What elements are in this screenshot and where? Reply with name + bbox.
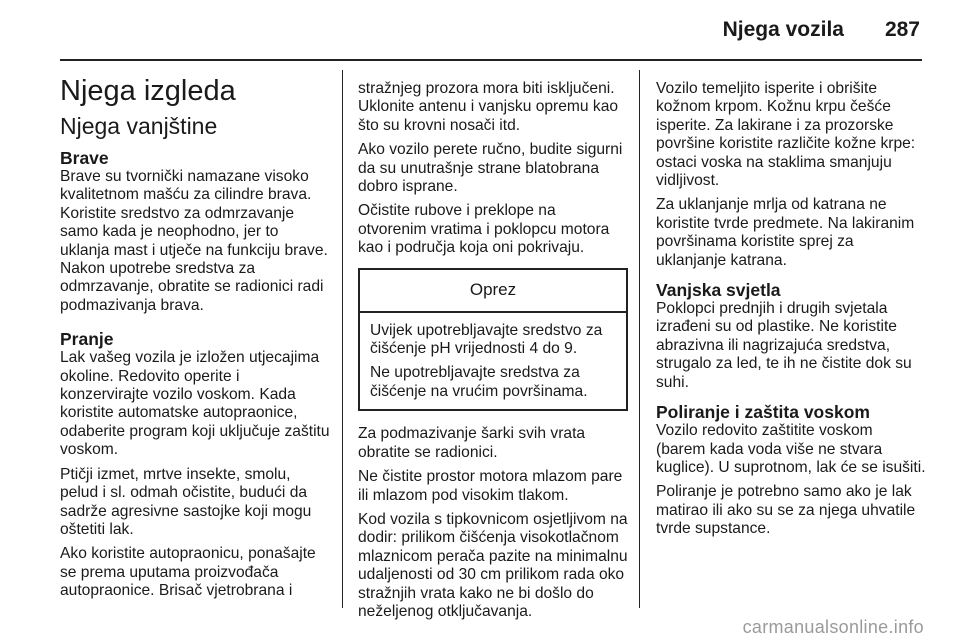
running-title: Njega vozila: [722, 18, 844, 41]
watermark-text: carmanualsonline.info: [742, 617, 924, 637]
caution-title: Oprez: [360, 270, 626, 313]
section-title: Njega izgleda: [60, 75, 236, 107]
caution-box: [358, 268, 628, 412]
paragraph: Vozilo redovito zaštitite voskom (barem kada voda više ne stvara kuglice). U suprotnom, lak će se isušiti.: [656, 422, 926, 476]
paragraph: Ne čistite prostor motora mlazom pare ili mlazom pod visokim tlakom.: [358, 468, 623, 504]
paragraph: Ptičji izmet, mrtve insekte, smolu, pelud i sl. odmah očistite, budući da sadrže agresivne sastojke koji mogu oštetiti lak.: [60, 465, 312, 538]
paragraph: Očistite rubove i preklope na otvorenim vratima i poklopcu motora kao i područja koja oni pokrivaju.: [358, 202, 610, 257]
paragraph: Za uklanjanje mrlja od katrana ne koristite tvrde predmete. Na lakiranim površinama koristite sprej za uklanjanje katrana.: [656, 196, 915, 269]
heading-vanjska-svjetla: Vanjska svjetla: [656, 280, 781, 301]
heading-pranje: Pranje: [60, 329, 114, 350]
heading-brave: Brave: [60, 148, 109, 168]
page-header: [0, 0, 960, 60]
header-rule: [60, 59, 922, 61]
paragraph: Poliranje je potrebno samo ako je lak matirao ili ako su se za njega uhvatile tvrde supstance.: [656, 483, 916, 538]
caution-paragraph: Uvijek upotrebljavajte sredstvo za čišćenje pH vrijednosti 4 do 9.: [370, 321, 603, 358]
caution-paragraph: Ne upotrebljavajte sredstva za čišćenje na vrućim površinama.: [370, 364, 588, 400]
heading-poliranje: Poliranje i zaštita voskom: [656, 402, 870, 423]
subsection-title: Njega vanjštine: [60, 113, 218, 139]
paragraph: Za podmazivanje šarki svih vrata obratite se radionici.: [358, 425, 586, 461]
paragraph: Vozilo temeljito isperite i obrišite kožnom krpom. Kožnu krpu češće isperite. Za lakirane i za prozorske površine koristite različite kožne krpe: ostaci voska na staklima smanjuju vidljivost.: [656, 80, 916, 190]
page-number: 287: [884, 18, 920, 41]
column-1: [60, 62, 332, 607]
paragraph: Ako koristite autopraonicu, ponašajte se prema uputama proizvođača autopraonice. Brisač vjetrobrana i: [60, 545, 316, 600]
paragraph: stražnjeg prozora mora biti isključeni. Uklonite antenu i vanjsku opremu kao što su krovni nosači itd.: [358, 80, 619, 134]
paragraph: Lak vašeg vozila je izložen utjecajima okoline. Redovito operite i konzervirajte vozilo voskom. Kada koristite automatske autopraonice, odaberite program koji uključuje zaštitu voskom.: [60, 349, 330, 459]
paragraph: Ako vozilo perete ručno, budite sigurni da su unutrašnje strane blatobrana dobro isprane.: [358, 141, 623, 196]
paragraph: Brave su tvornički namazane visoko kvalitetnom mašću za cilindre brava. Koristite sredstvo za odmrzavanje samo kada je neophodno, jer to uklanja mast i utječe na funkciju brave. Nakon upotrebe sredstva za odmrzavanje, obratite se radionici radi podmazivanja brava.: [60, 168, 328, 314]
column-divider-2: [639, 70, 640, 608]
paragraph: Poklopci prednjih i drugih svjetala izrađeni su od plastike. Ne koristite abrazivna ili nagrizajuća sredstva, strugalo za led, te ih ne čistite dok su suhi.: [656, 300, 912, 391]
column-divider-1: [342, 70, 343, 608]
caution-body: [360, 313, 626, 410]
column-2: [358, 80, 628, 627]
column-3: [656, 80, 926, 545]
paragraph: Kod vozila s tipkovnicom osjetljivom na dodir: prilikom čišćenja visokotlačnom mlaznicom perača pazite na minimalnu udaljenosti od 30 cm prilikom rada oko stražnjih vrata kako ne bi došlo do neželjenog otključavanja.: [358, 510, 628, 620]
